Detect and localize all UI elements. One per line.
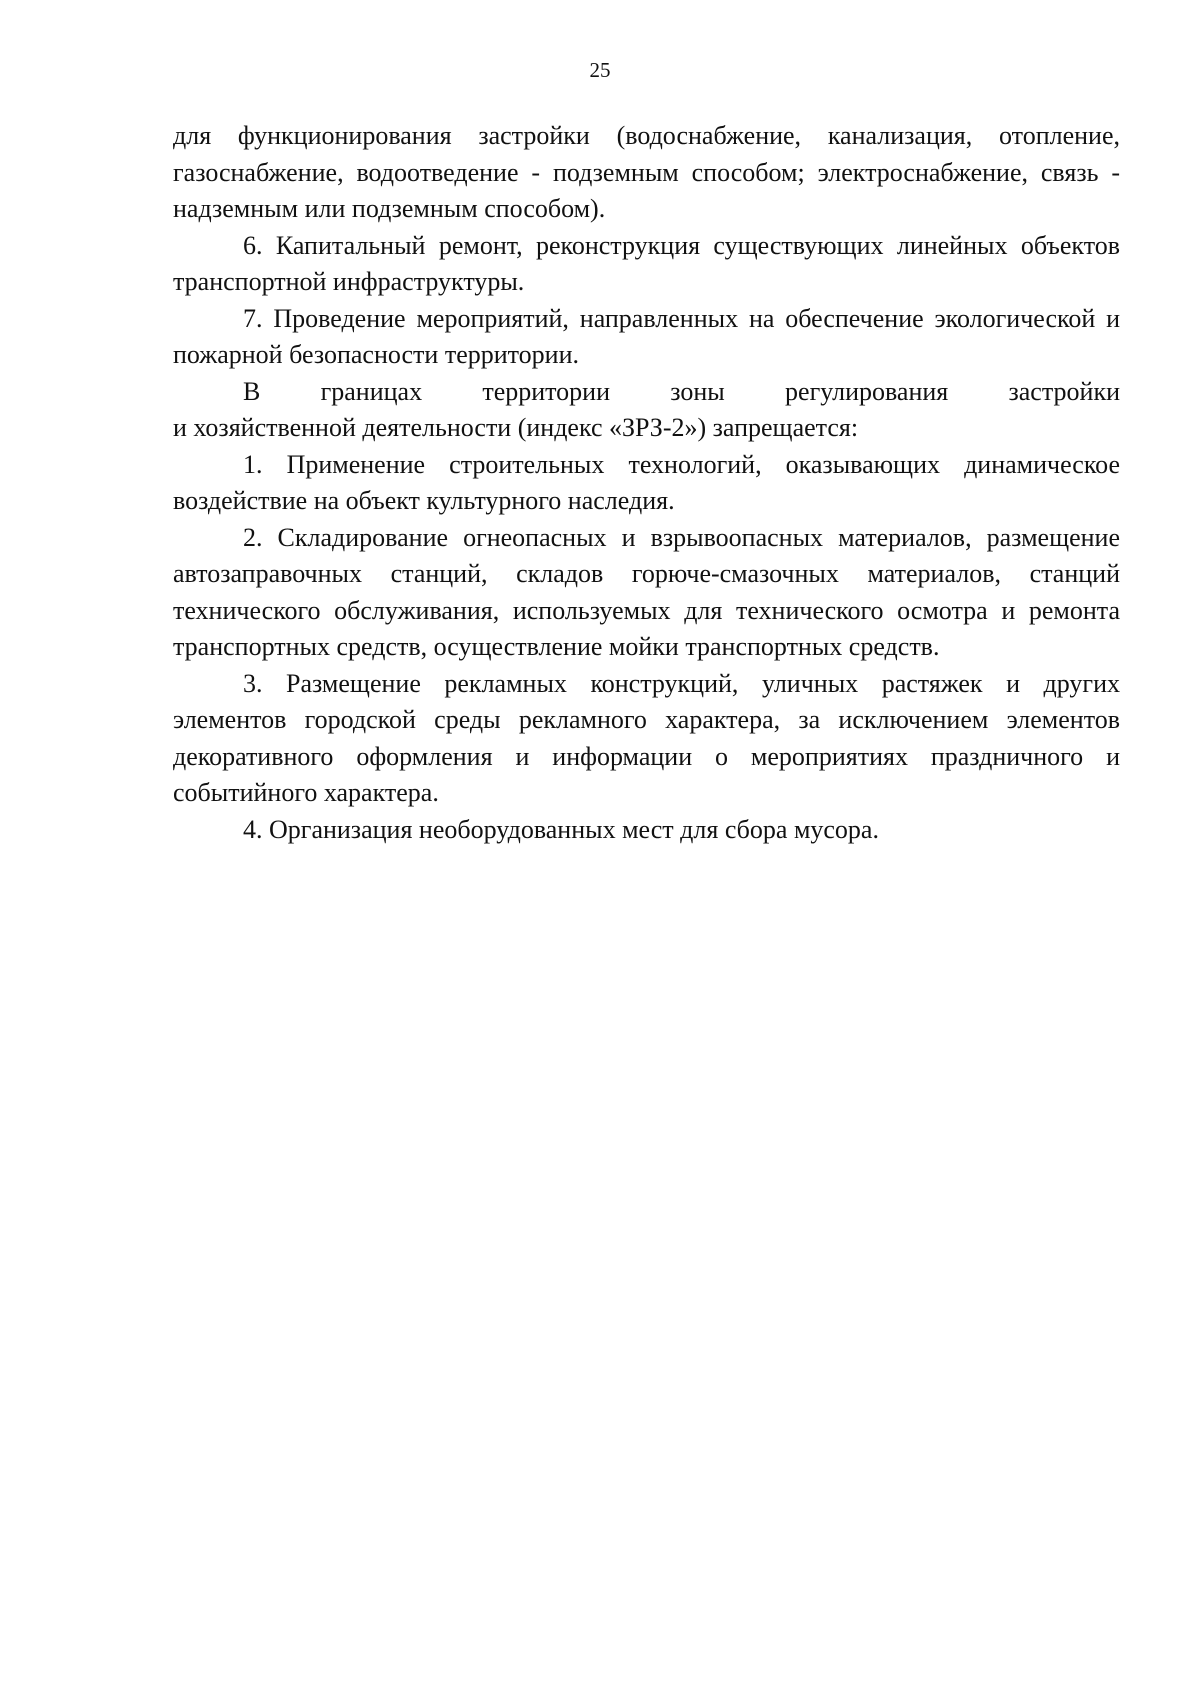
page-number: 25 [589,58,611,82]
paragraph-continuation: для функционирования застройки (водоснабжение, канализация, отопление, газоснабжение, водоотведение - подземным способом; электроснабжение, связь - надземным или подземным способом). [173,121,1120,223]
prohibition-item-1: 1. Применение строительных технологий, оказывающих динамическое воздействие на объект культурного наследия. [173,449,1120,515]
paragraph-zone-intro: В границах территории зоны регулирования застройки [243,376,1120,406]
prohibition-item-2: 2. Складирование огнеопасных и взрывоопасных материалов, размещение автозаправочных станций, складов горюче-смазочных материалов, станций технического обслуживания, используемых для технического осмотра и ремонта транспортных средств, осуществление мойки транспортных средств. [173,522,1120,661]
document-body [173,118,1120,848]
prohibition-item-3: 3. Размещение рекламных конструкций, уличных растяжек и других элементов городской среды рекламного характера, за исключением элементов декоративного оформления и информации о мероприятиях праздничного и событийного характера. [173,668,1120,807]
paragraph-item-7: 7. Проведение мероприятий, направленных на обеспечение экологической и пожарной безопасности территории. [173,303,1120,369]
prohibition-item-4: 4. Организация необорудованных мест для сбора мусора. [243,814,879,844]
paragraph-item-6: 6. Капитальный ремонт, реконструкция существующих линейных объектов транспортной инфраструктуры. [173,230,1120,296]
paragraph-zone-intro-continued: и хозяйственной деятельности (индекс «ЗРЗ-2») запрещается: [173,413,859,442]
